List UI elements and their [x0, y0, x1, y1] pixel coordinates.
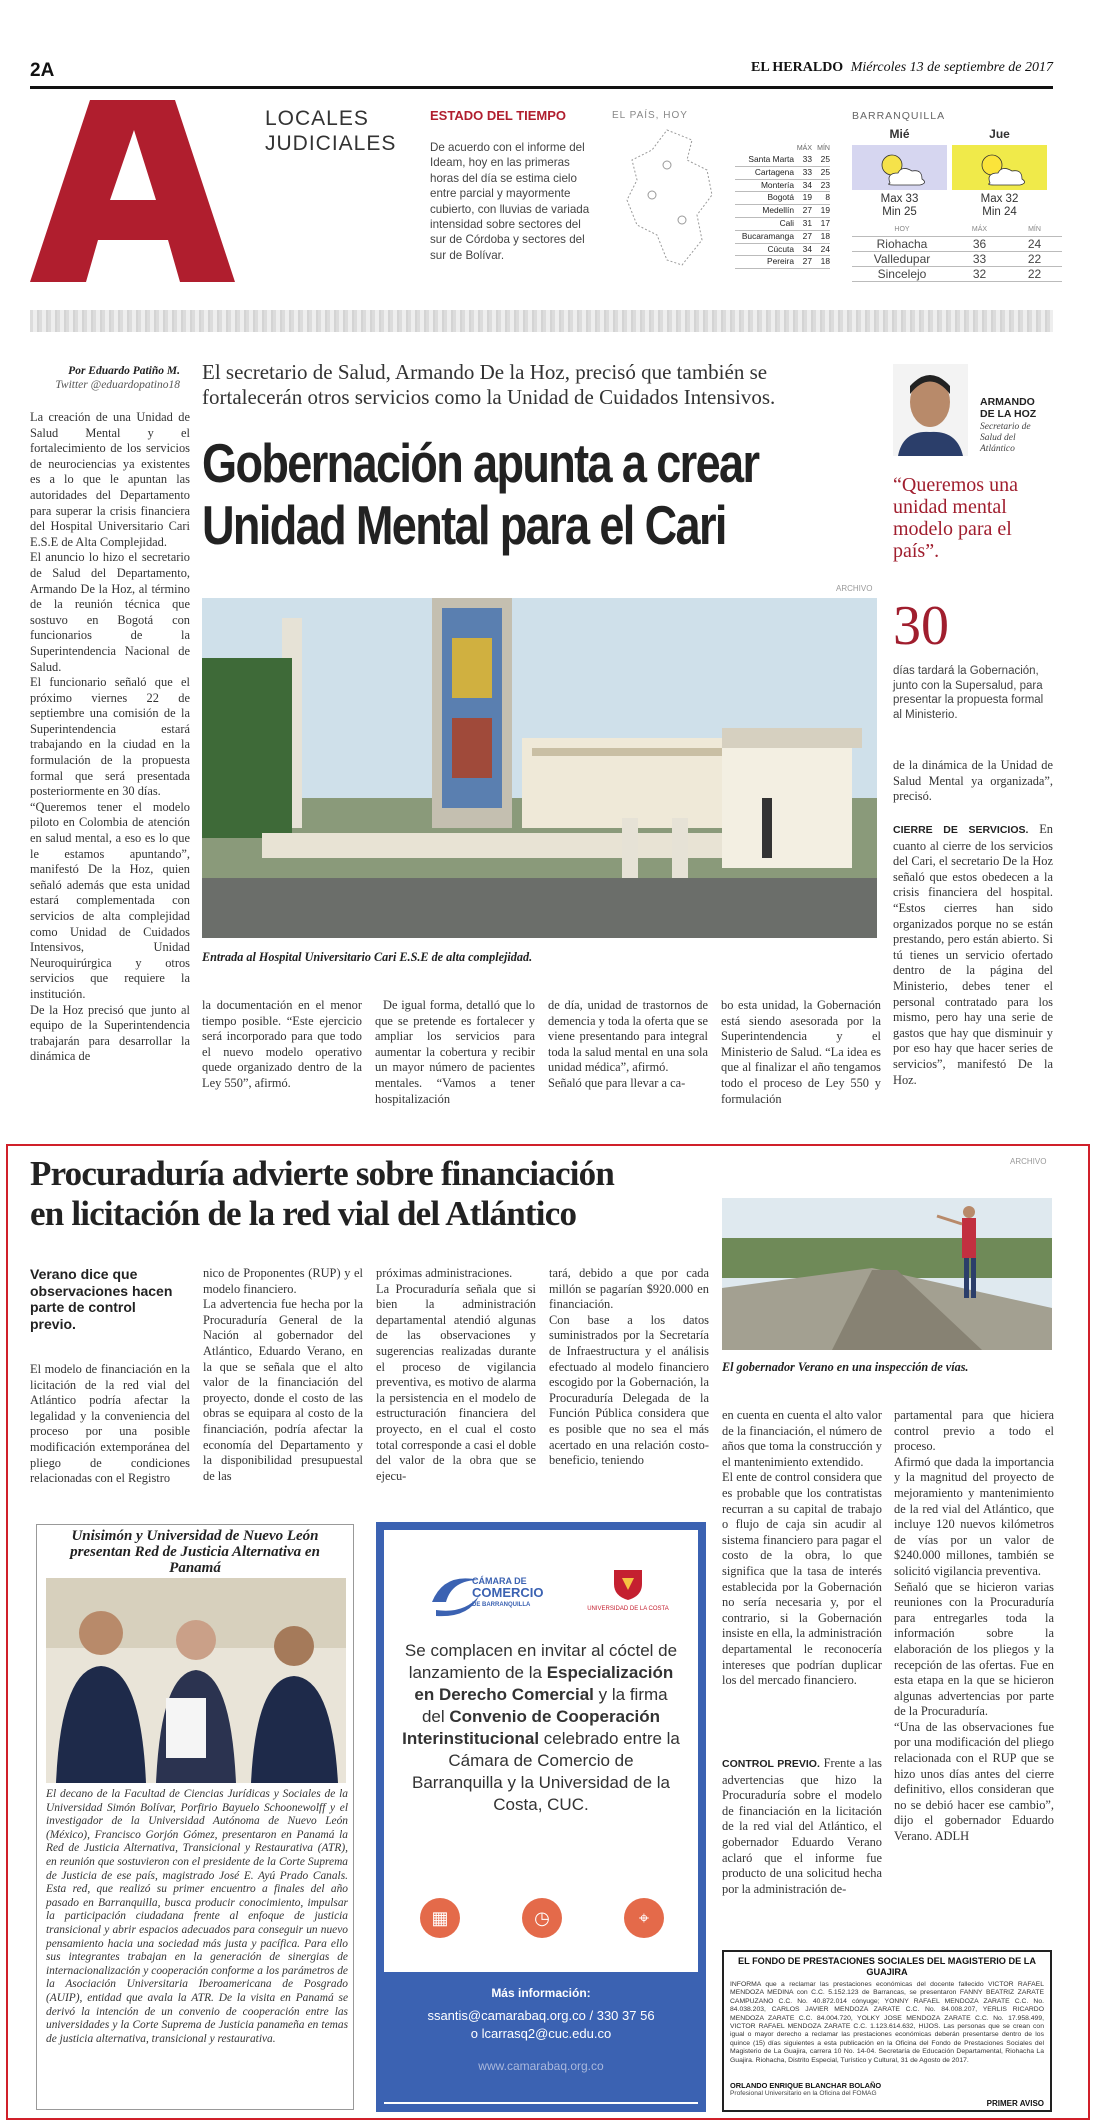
article2-deck: Verano dice que observaciones hacen parte de control previo.: [30, 1266, 173, 1332]
day1-max: Max 33: [880, 193, 919, 205]
city-weather-table: [735, 145, 830, 269]
brief-title: Unisimón y Universidad de Nuevo León presentan Red de Justicia Alternativa en Panamá: [70, 1528, 320, 1576]
section-title-line1: LOCALES: [265, 107, 369, 130]
section-letter-logo: [30, 100, 235, 282]
region-row: Sincelejo 32 22: [852, 267, 1062, 282]
colombia-map-icon: [612, 125, 727, 275]
headline2-line2: en licitación de la red vial del Atlántico: [30, 1194, 577, 1233]
publication-name: EL HERALDO: [751, 60, 844, 75]
article2-headline: [30, 1154, 830, 1234]
city-row: Bogotá 19 8: [735, 192, 830, 205]
archive-label: ARCHIVO: [836, 584, 873, 593]
day1-temps: [852, 193, 947, 219]
byline-twitter: Twitter @eduardopatino18: [55, 379, 180, 391]
cuc-shield-logo: [608, 1566, 648, 1602]
sun-cloud-icon: [952, 145, 1047, 190]
headline-line1: Gobernación apunta a crear: [202, 432, 759, 494]
article2-col6: partamental para que hiciera control previo a todo el proceso. Afirmó que dada la importancia y la magnitud del proyecto de mejoramiento y mantenimiento de la red vial del Atlántico, que incluye 120 nuevos kilómetros de vías por un valor de $240.000 millones, también se solicitó vigilancia preventiva. Señaló que se hicieron varias reuniones con la Procuraduría para entregarles toda la información sobre la elaboración de los pliegos y la recepción de las ofertas. Fue en esta etapa en la que se hicieron algunas advertencias por parte de la Procuraduría. “Una de las observaciones fue por una modificación del pliego relacionada con el RUP que se hizo unos días antes del cierre definitivo, ellos consideran que no se debió hacer ese cambio”, dijo el gobernador Eduardo Verano. ADLH: [894, 1408, 1054, 1844]
barranquilla-label: BARRANQUILLA: [852, 110, 946, 122]
day1-label: Mié: [889, 127, 910, 141]
ad-invite: [402, 1640, 680, 1816]
article1-headline: [202, 432, 759, 556]
info-email1: ssantis@camarabaq.org.co / 330 37 56: [427, 2008, 655, 2023]
hospital-photo: [202, 598, 877, 938]
subhead-cierre: CIERRE DE SERVICIOS.: [893, 824, 1029, 836]
subhead-control: CONTROL PREVIO.: [722, 1758, 820, 1770]
profile-name: ARMANDO DE LA HOZ: [980, 396, 1037, 420]
city-row: Montería 34 23: [735, 180, 830, 193]
invite-mid: y la firma del: [421, 1685, 668, 1726]
day2-min: Min 24: [982, 206, 1017, 218]
road-inspection-photo: [722, 1198, 1052, 1350]
location-pin-icon: ⌖: [624, 1898, 664, 1938]
article1-col2: la documentación en el menor tiempo posible. “Este ejercicio será incorporado para que todo el nuevo modelo operativo quede organizado dentro de la Ley 550”, afirmó.: [202, 998, 362, 1090]
publication-date: Miércoles 13 de septiembre de 2017: [850, 60, 1053, 75]
day2-forecast-box: [952, 145, 1047, 190]
article1-kicker: El secretario de Salud, Armando De la Hoz, precisó que también se fortalecerán otros servicios como la Unidad de Cuidados Intensivos.: [202, 360, 776, 409]
torn-divider: [30, 310, 1053, 332]
info-website: www.camarabaq.org.co: [478, 2059, 604, 2073]
article2-col3: próximas administraciones. La Procuraduría señala que si bien la administración departamental atendió algunas de las observaciones y sugerencias realizadas durante el proceso de vigilancia preventiva, es motivo de alarma la persistencia en el modelo de estructuración financiera del proyecto, en el cual el costo total corresponde a casi el doble del valor de la obra que se ejecu-: [376, 1266, 536, 1483]
ad-info-band: [384, 1972, 698, 2102]
city-row: Pereira 27 18: [735, 256, 830, 269]
article2-col5b: [722, 1756, 882, 1897]
brief-caption: El decano de la Facultad de Ciencias Jurídicas y Sociales de la Universidad Simón Bolívar, Porfirio Bayuelo Schoonewolff y el investigador de la Universidad Autónoma de Nuevo León (México), Francisco Gorjón Gómez, presentaron en Panamá la Red de Justicia Alternativa, Transicional y Restaurativa (ATR), en reunión que sostuvieron con el presidente de la Corte Suprema de Justicia de ese país, magistrado José E. Ayú Prado Canals. Esta red, que realizó su primer encuentro a finales del año pasado en Barranquilla, busca producir conocimiento, impulsar la participación ciudadana frente al enfoque de justicia transicional y abrir espacios adecuados para conseguir un nuevo pensamiento hacia una sociedad más justa y pacífica. Para ello sus integrantes trabajan en la generación de sinergias de internacionalización y cooperación conforme a los parámetros de la Asociación Universitaria Iberoamericana de Posgrado (AUIP), entidad que avala la ATR. De la visita en Panamá se derivó la intención de un convenio de cooperación entre las universidades y la Corte Suprema de Justicia panameña en temas de justicia alternativa, transicional y restaurativa.: [46, 1788, 348, 2045]
section-title-line2: JUDICIALES: [265, 132, 397, 155]
notice-body: INFORMA que a reclamar las prestaciones económicas del docente fallecido VICTOR RAFAEL MENDOZA MEDINA con C.C. 5.152.123 de Barrancas, se presentaron FANNY BEATRIZ ZARATE CAMPUZANO C.C. No. 40.872.014 cónyuge; YONNY RAFAEL MENDOZA ZARATE C.C. No. 84.038.203, CARLOS JAVIER MENDOZA ZARATE C.C. No. 84.008.207, YERLIS RICARDO MENDOZA ZARATE C.C. 84.004.720, YOLKY JOSE MENDOZA ZARATE C.C. No. 17.958.499, VICTOR RAFAEL MENDOZA ZARATE C.C. 1.123.614.632, HIJOS. Las personas que se crean con igual o mayor derecho a reclamar las prestaciones económicas deberán presentarse dentro de los quince (15) días siguientes a esta publicación en la Oficina del Fondo de Prestaciones Sociales del Magisterio de La Guajira, carrera 10 No. 14-04. Secretaría de Educación Departamental, Riohacha La Guajira. Riohacha, Distrito Especial, Turístico y Cultural, 31 de Agosto de 2017.: [730, 1981, 1044, 2064]
article2-col5: en cuenta en cuenta el alto valor de la financiación, el número de años que toma la construcción y el mantenimiento extendido. El ente de control considera que es probable que los contratistas recurran a su capital de trabajo o flujo de caja sin acudir al sistema financiero para pagar el costo de la obra, lo que significa que la tasa de interés establecida por la Gobernación no sería necesaria y, por el contrario, si la Gobernación insiste en ella, la administración departamental le reconocería intereses que podrían duplicar los del mercado financiero.: [722, 1408, 882, 1688]
notice-signer-role: Profesional Universitario en la Oficina del FOMAG: [730, 2090, 877, 2097]
publication-header: [751, 60, 1053, 76]
info-title: Más información:: [491, 1986, 591, 2000]
headline2-line1: Procuraduría advierte sobre financiación: [30, 1154, 615, 1193]
invite-bold2: Convenio de Cooperación Interinstitucional: [402, 1707, 661, 1748]
profile-role: Secretario de Salud del Atlántico: [980, 422, 1031, 454]
brief-photo: [46, 1578, 346, 1783]
region-row: Riohacha 36 24: [852, 237, 1062, 252]
camara-comercio-text: CÁMARA DE COMERCIO DE BARRANQUILLA: [472, 1576, 544, 1608]
notice-signer: ORLANDO ENRIQUE BLANCHAR BOLAÑO: [730, 2081, 882, 2090]
section-title: [265, 106, 396, 156]
road-photo-caption: El gobernador Verano en una inspección de vías.: [722, 1360, 969, 1374]
profile-photo: [893, 364, 968, 456]
day2-temps: [952, 193, 1047, 219]
article2-col1: El modelo de financiación en la licitación de la red vial del Atlántico podría afectar la legalidad y la conveniencia del proceso por una posible modificación extemporánea del pliego de condiciones relacionadas con el Registro: [30, 1362, 190, 1486]
col-min-label: MÍN: [817, 145, 830, 152]
invite-post: celebrado entre la Cámara de Comercio de Barranquilla y la Universidad de la Costa, CUC.: [412, 1729, 680, 1814]
legal-notice: [722, 1950, 1052, 2112]
pull-quote: “Queremos una unidad mental modelo para el país”.: [893, 474, 1018, 562]
day1-min: Min 25: [882, 206, 917, 218]
cc-ad: [376, 1522, 706, 2112]
sun-cloud-icon: [852, 145, 947, 190]
region-table: HOY MÁX MÍN Riohacha 36 24 Valledupar 33 22 Sincelejo 32 22: [852, 226, 1062, 282]
day2-label: Jue: [989, 127, 1010, 141]
clock-icon: ◷: [522, 1898, 562, 1938]
article1-col5: bo esta unidad, la Gobernación está siendo asesorada por la Superintendencia y el Ministerio de Salud. “La idea es que al finalizar el año tengamos todo el proceso de Ley 550 y formulación: [721, 998, 881, 1106]
page-number: 2A: [30, 60, 55, 81]
header-rule: [30, 86, 1053, 89]
article1-col3: De igual forma, detalló que lo que se pretende es fortalecer y ampliar los servicios para aumentar la cobertura y recibir un mayor número de pacientes mentales. “Vamos a tener hospitalización: [375, 998, 535, 1106]
weather-country-label: EL PAÍS, HOY: [612, 110, 688, 121]
city-row: Cartagena 33 25: [735, 167, 830, 180]
stat-number: 30: [893, 595, 949, 657]
article1-right-col2: [893, 822, 1053, 1088]
article1-right-col: de la dinámica de la Unidad de Salud Mental ya organizada”, precisó.: [893, 758, 1053, 804]
city-row: Santa Marta 33 25: [735, 154, 830, 167]
byline: [30, 364, 180, 392]
article1-right-col2-text: En cuanto al cierre de los servicios del Cari, el secretario De la Hoz señaló que estos obedecen a la crisis financiera del hospital. “Estos cierres han sido organizados porque no se están prestando, pero están abierto. Si tú tienes un servicio ofertado dentro de la página del Ministerio, debes tener el personal contratado para los mismo, pero hay una serie de gastos que hay que disminuir y por eso hay que hacer series de servicios”, manifestó De la Hoz.: [893, 822, 1053, 1087]
article2-col4: tará, debido a que por cada millón se pagarían $920.000 en financiación. Con base a los datos suministrados por la Secretaría de Infraestructura y el análisis efectuado al modelo financiero escogido por la Gobernación, la Procuraduría Delegada de la Función Pública considera que es posible que no sea el más acertado en una relación costo-beneficio, teniendo: [549, 1266, 709, 1468]
city-row: Cali 31 17: [735, 218, 830, 231]
hospital-photo-caption: Entrada al Hospital Universitario Cari E.S.E de alta complejidad.: [202, 950, 533, 964]
notice-title: EL FONDO DE PRESTACIONES SOCIALES DEL MAGISTERIO DE LA GUAJIRA: [737, 1956, 1037, 1977]
weather-text: De acuerdo con el informe del Ideam, hoy en las primeras horas del día se estima cielo entre parcial y mayormente cubierto, con lluvias de variada intensidad sobre sectores del sur de Córdoba y sectores del sur de Bolívar.: [430, 141, 590, 262]
article2-col5b-text: Frente a las advertencias que hizo la Procuraduría sobre el modelo de financiación en la licitación de la red vial del Atlántico, el gobernador Eduardo Verano aclaró que el informe fue producto de una solicitud hecha por la administración de-: [722, 1756, 882, 1896]
headline-line2: Unidad Mental para el Cari: [202, 494, 726, 556]
col-max-label: MÁX: [796, 145, 812, 152]
city-row: Medellín 27 19: [735, 205, 830, 218]
region-row: Valledupar 33 22: [852, 252, 1062, 267]
city-row: Bucaramanga 27 18: [735, 231, 830, 244]
weather-title: ESTADO DEL TIEMPO: [430, 108, 567, 123]
info-email2: o lcarrasq2@cuc.edu.co: [470, 2026, 612, 2041]
article2-col2: nico de Proponentes (RUP) y el modelo financiero. La advertencia fue hecha por la Procuraduría General de la Nación al gobernador del Atlántico, Eduardo Verano, en la que se señala que el alto valor de la financiación del proyecto, donde el costo de las obras se equipara al costo de la financiación, podría afectar la economía del Departamento y la disponibilidad presupuestal de las: [203, 1266, 363, 1483]
cuc-text: UNIVERSIDAD DE LA COSTA: [587, 1606, 669, 1612]
invite-bold1: Especialización en Derecho Comercial: [414, 1663, 674, 1704]
stat-text: días tardará la Gobernación, junto con la Supersalud, para presentar la propuesta formal al Ministerio.: [893, 665, 1044, 721]
notice-footer: PRIMER AVISO: [986, 2099, 1044, 2108]
byline-author: Por Eduardo Patiño M.: [68, 365, 180, 377]
invite-pre: Se complacen en invitar al cóctel de lanzamiento de la: [404, 1641, 678, 1682]
day2-max: Max 32: [980, 193, 1019, 205]
article1-col1: La creación de una Unidad de Salud Mental y el fortalecimiento de los servicios de neurociencias ya existentes es a lo que le apuntan las autoridades del Departamento para superar la crisis financiera del Hospital Universitario Cari E.S.E de Alta Complejidad. El anuncio lo hizo el secretario de Salud del Departamento, Armando De la Hoz, al término de la reunión técnica que sostuvo en Bogotá con funcionarios de la Superintendencia Nacional de Salud. El funcionario señaló que el próximo viernes 22 de septiembre una comisión de la Superintendencia estará trabajando en la ciudad en la formulación de la propuesta formal que será presentada posteriormente en 30 días. “Queremos tener el modelo piloto en Colombia de atención en salud mental, a eso es lo que le estamos apuntando”, manifestó De la Hoz, quien señaló además que esta unidad estará complementada con servicios de alta complejidad como Unidad de Cuidados Intensivos, Unidad Neuroquirúrgica y otros servicios que requiere la institución. De la Hoz precisó que junto al equipo de la Superintendencia trabajarán para desarrollar la dinámica de: [30, 410, 190, 1064]
article1-col4: de día, unidad de trastornos de demencia y toda la oferta que se viene presentando para integral toda la salud mental en una sola unidad médica”, afirmó. Señaló que para llevar a ca-: [548, 998, 708, 1090]
archive-label-2: ARCHIVO: [1010, 1157, 1047, 1166]
calendar-icon: ▦: [420, 1898, 460, 1938]
day1-forecast-box: [852, 145, 947, 190]
city-row: Cúcuta 34 24: [735, 244, 830, 257]
